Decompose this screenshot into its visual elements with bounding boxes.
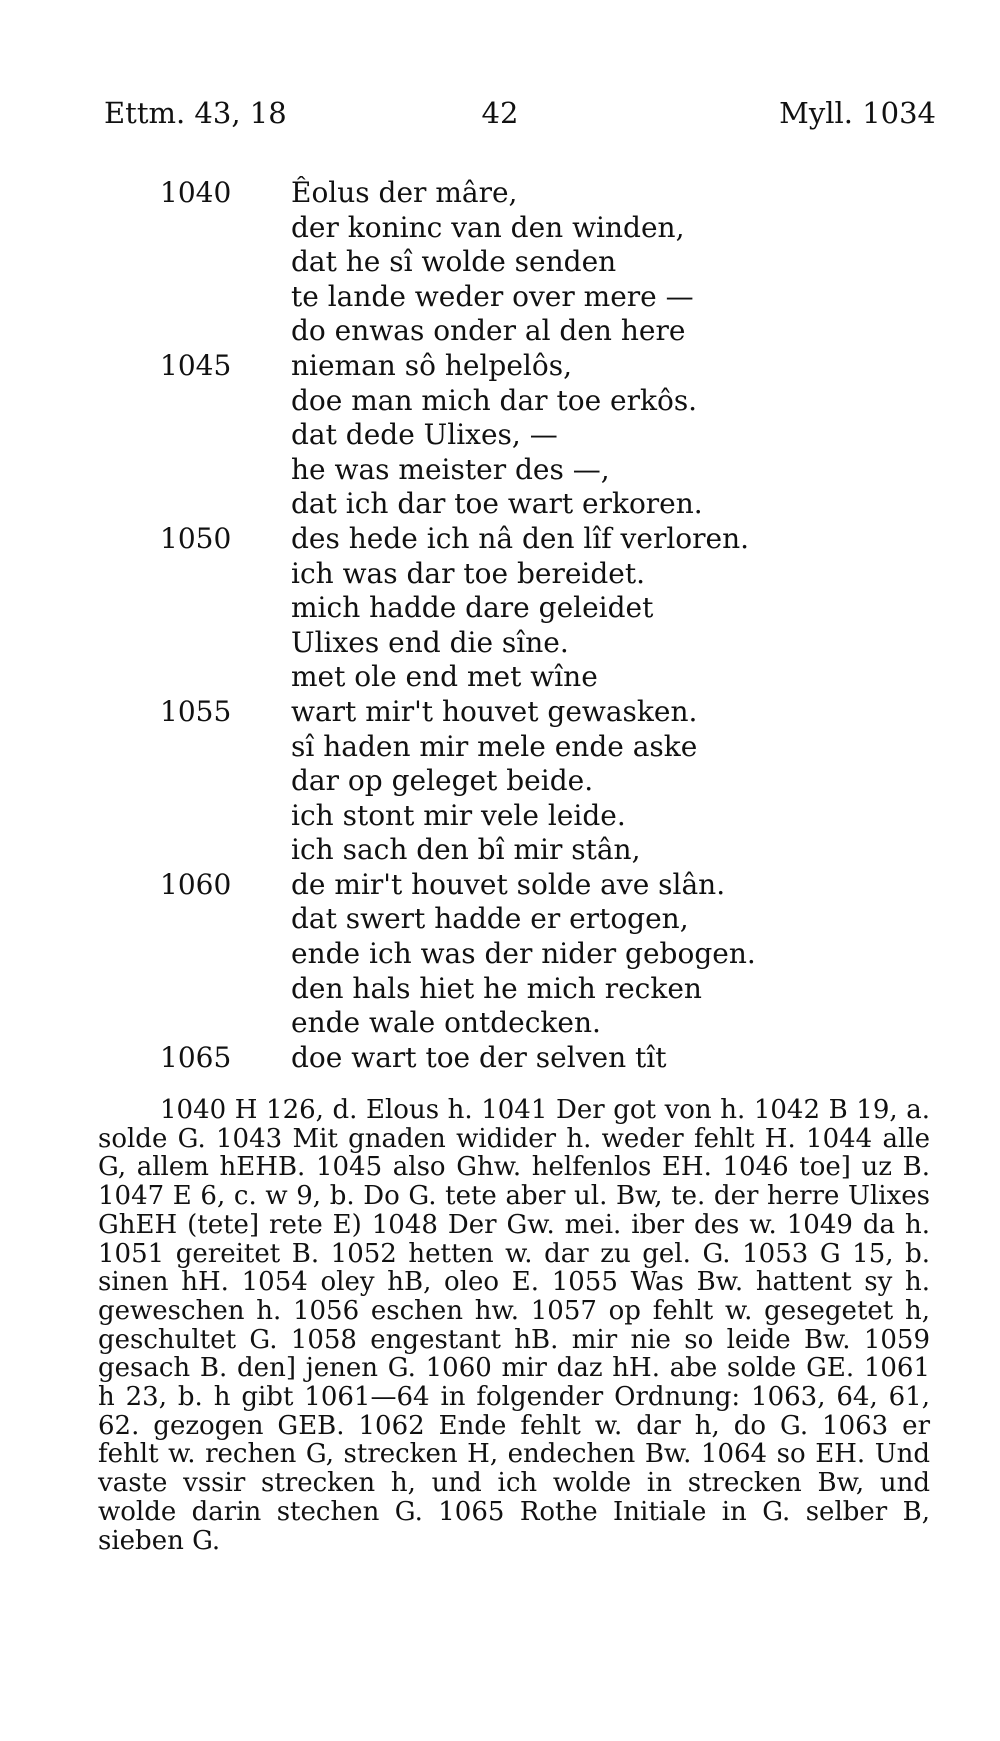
verse-line (0, 972, 1000, 1007)
verse-line (0, 626, 1000, 661)
verse-line (0, 176, 1000, 211)
verse-text-line: ich was dar toe bereidet. (291, 556, 646, 590)
verse-text-line: nieman sô helpelôs, (291, 348, 572, 382)
verse-line (0, 799, 1000, 834)
verse-text-line: Êolus der mâre, (291, 176, 518, 209)
verse-line (0, 1006, 1000, 1041)
verse-line (0, 902, 1000, 937)
verse-line (0, 591, 1000, 626)
page-number: 42 (481, 96, 519, 130)
verse-text-line: doe wart toe der selven tît (291, 1040, 667, 1074)
verse-text-line: dat ich dar toe wart erkoren. (291, 487, 703, 521)
line-number: 1050 (160, 521, 232, 555)
header-left-reference: Ettm. 43, 18 (104, 96, 287, 130)
verse-line (0, 211, 1000, 246)
verse-text-line: he was meister des —, (291, 452, 610, 486)
verse-line (0, 868, 1000, 903)
verse-line (0, 764, 1000, 799)
line-number: 1045 (160, 348, 232, 382)
line-number: 1055 (160, 694, 232, 728)
verse-line (0, 937, 1000, 972)
verse-text-line: doe man mich dar toe erkôs. (291, 383, 698, 417)
critical-apparatus: 1040 H 126, d. Elous h. 1041 Der got von h. 1042 B 19, a. solde G. 1043 Mit gnaden widider h. weder fehlt H. 1044 alle G, allem hEHB. 1045 also Ghw. helfenlos EH. 1046 toe] uz B. 1047 E 6, c. w 9, b. Do G. tete aber ul. Bw, te. der herre Ulixes GhEH (tete] rete E) 1048 Der Gw. mei. iber des w. 1049 da h. 1051 gereitet B. 1052 hetten w. dar zu gel. G. 1053 G 15, b. sinen hH. 1054 oley hB, oleo E. 1055 Was Bw. hattent sy h. geweschen h. 1056 eschen hw. 1057 op fehlt w. gesegetet h, geschultet G. 1058 engestant hB. mir nie so leide Bw. 1059 gesach B. den] jenen G. 1060 mir daz hH. abe solde GE. 1061 h 23, b. h gibt 1061—64 in folgender Ordnung: 1063, 64, 61, 62. gezogen GEB. 1062 Ende fehlt w. dar h, do G. 1063 er fehlt w. rechen G, strecken H, endechen Bw. 1064 so EH. Und vaste vssir strecken h, und ich wolde in strecken Bw, und wolde darin stechen G. 1065 Rothe Initiale in G. selber B, sieben G. (98, 1095, 930, 1556)
verse-line (0, 418, 1000, 453)
line-number: 1040 (160, 176, 232, 209)
verse-text-line: ich stont mir vele leide. (291, 798, 626, 832)
verse-text-line: ich sach den bî mir stân, (291, 833, 641, 867)
verse-text-line: do enwas onder al den here (291, 314, 686, 348)
verse-line (0, 349, 1000, 384)
verse-text-line: des hede ich nâ den lîf verloren. (291, 521, 750, 555)
verse-text-line: den hals hiet he mich recken (291, 971, 702, 1005)
verse-text-line: sî haden mir mele ende aske (291, 729, 698, 763)
verse-text-line: ende ich was der nider gebogen. (291, 937, 756, 971)
header-right-reference: Myll. 1034 (779, 96, 936, 130)
verse-text (0, 176, 1000, 1075)
verse-text-line: te lande weder over mere — (291, 279, 694, 313)
verse-line (0, 660, 1000, 695)
verse-line (0, 314, 1000, 349)
running-header (0, 96, 1000, 136)
verse-text-line: wart mir't houvet gewasken. (291, 694, 698, 728)
verse-line (0, 833, 1000, 868)
verse-text-line: Ulixes end die sîne. (291, 625, 569, 659)
verse-line (0, 730, 1000, 765)
verse-text-line: de mir't houvet solde ave slân. (291, 867, 726, 901)
verse-line (0, 280, 1000, 315)
verse-text-line: dat swert hadde er ertogen, (291, 902, 689, 936)
verse-line (0, 453, 1000, 488)
verse-line (0, 522, 1000, 557)
line-number: 1065 (160, 1040, 232, 1074)
verse-text-line: dat dede Ulixes, — (291, 418, 558, 452)
verse-line (0, 245, 1000, 280)
verse-text-line: dat he sî wolde senden (291, 245, 617, 279)
verse-text-line: ende wale ontdecken. (291, 1006, 601, 1040)
verse-text-line: mich hadde dare geleidet (291, 591, 654, 625)
line-number: 1060 (160, 867, 232, 901)
verse-text-line: dar op geleget beide. (291, 764, 594, 798)
verse-text-line: der koninc van den winden, (291, 210, 685, 244)
verse-line (0, 1041, 1000, 1076)
verse-line (0, 384, 1000, 419)
verse-line (0, 487, 1000, 522)
verse-text-line: met ole end met wîne (291, 660, 598, 694)
verse-line (0, 557, 1000, 592)
verse-line (0, 695, 1000, 730)
